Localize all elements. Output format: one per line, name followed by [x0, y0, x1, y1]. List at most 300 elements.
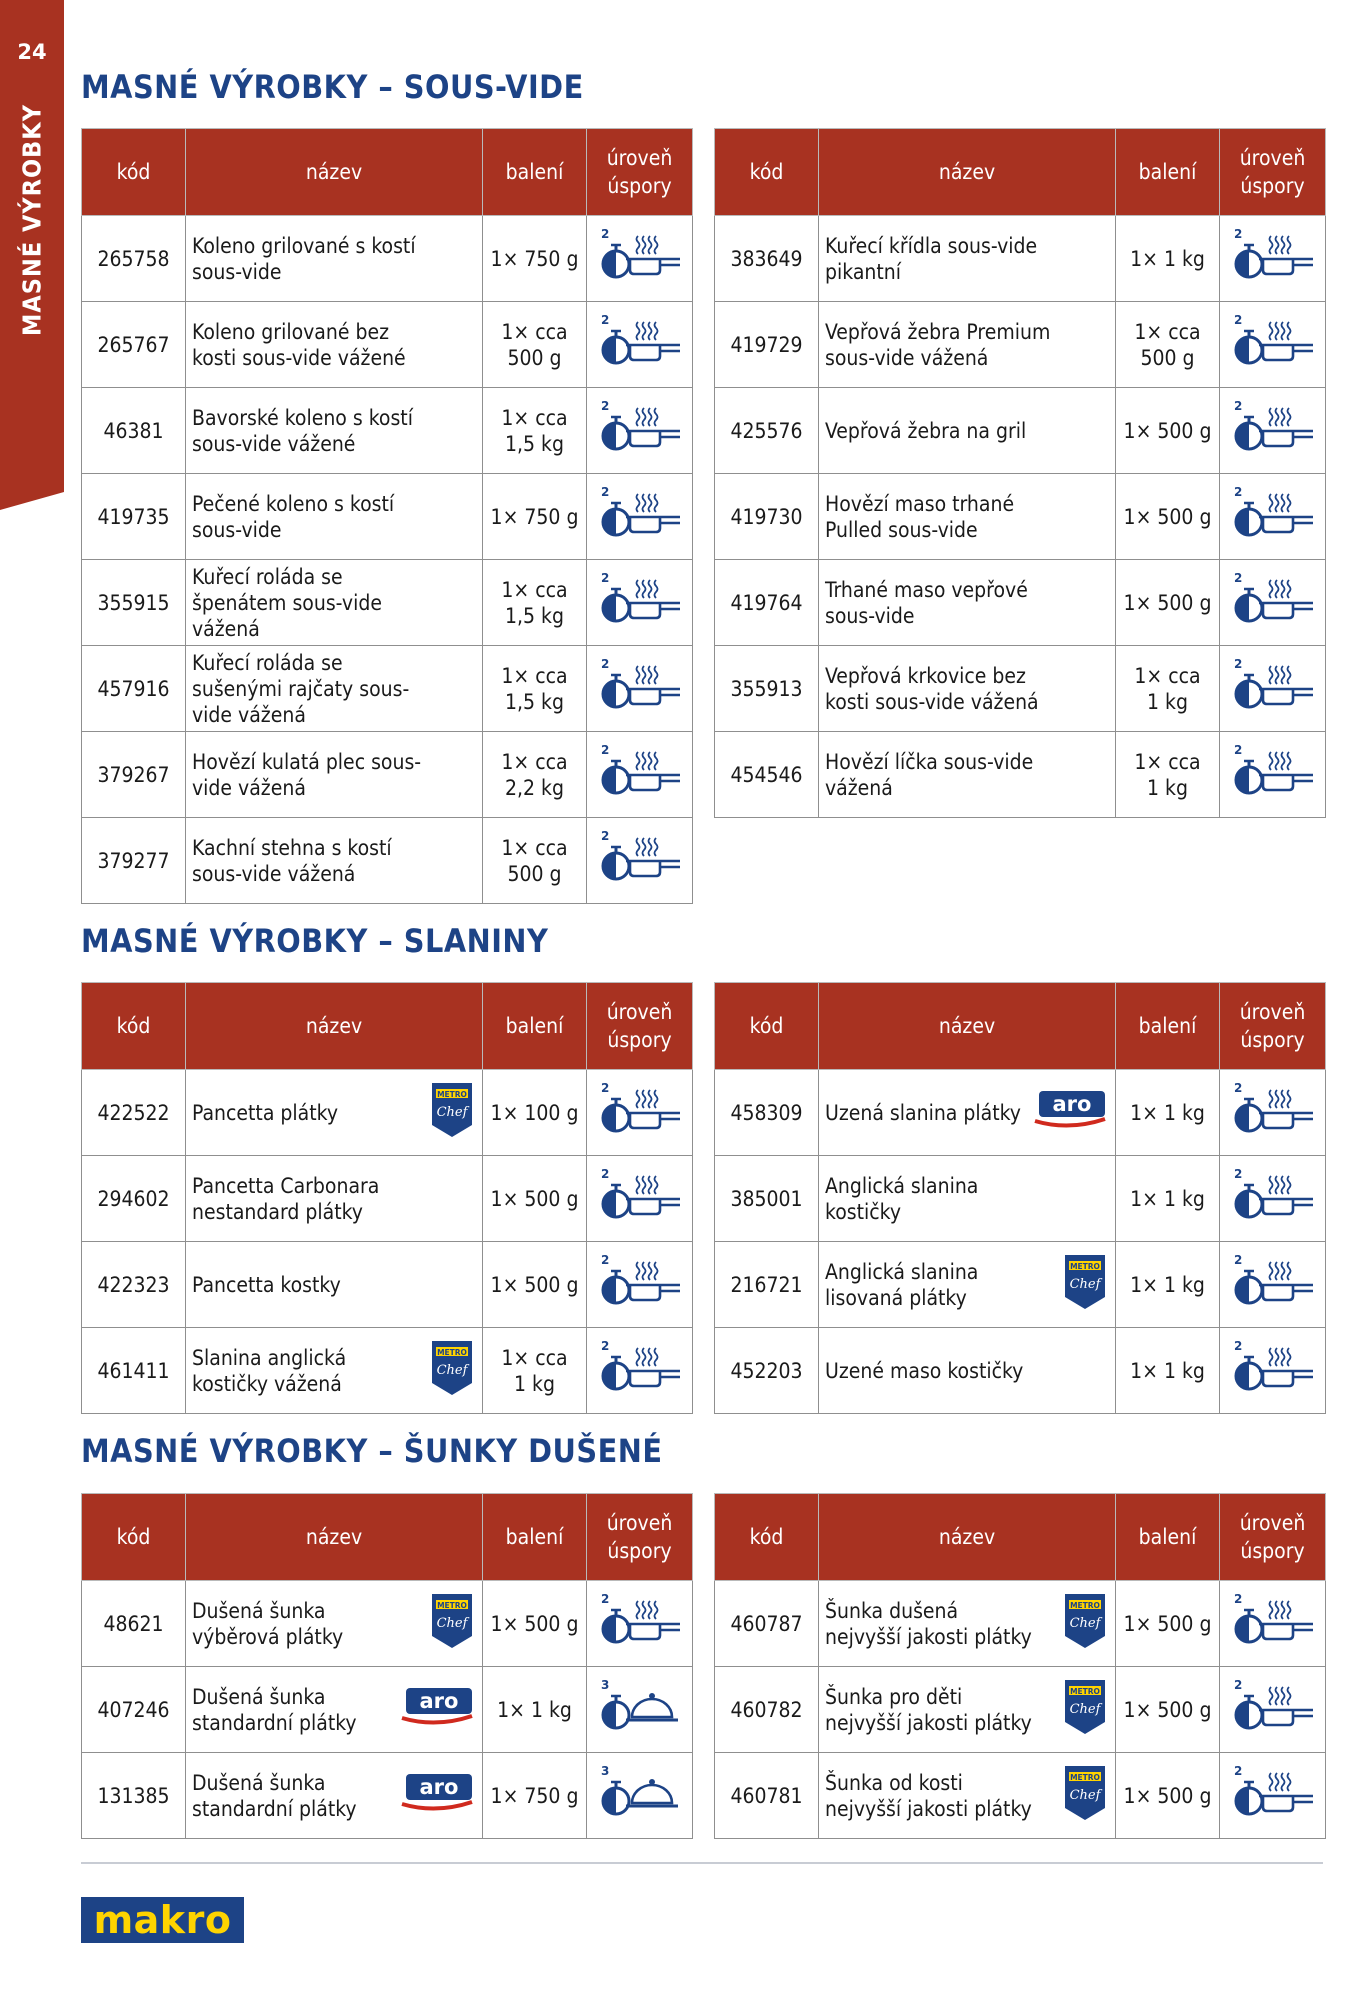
savings-level-cell: [587, 1070, 693, 1156]
chef-logo-text: Chef: [436, 1615, 468, 1631]
side-section-label: MASNÉ VÝROBKY: [17, 104, 47, 336]
product-name-cell: [186, 388, 483, 474]
savings-level-number: 2: [600, 484, 609, 499]
brand-badge: [400, 1688, 474, 1732]
savings-level-icon: [1231, 1080, 1315, 1140]
savings-level-number: 2: [1233, 1166, 1242, 1181]
header-name: název: [186, 1494, 483, 1581]
savings-level-number: 3: [600, 1677, 609, 1692]
product-row: [82, 818, 693, 904]
product-name: Hovězí kulatá plec sous-vide vážená: [192, 749, 422, 800]
header-name: název: [186, 983, 483, 1070]
header-name: název: [819, 129, 1116, 216]
product-name-cell: [186, 1242, 483, 1328]
savings-level-icon: [598, 398, 682, 458]
aro-brand-logo: [1033, 1091, 1107, 1129]
savings-level-number: 2: [600, 398, 609, 413]
savings-level-number: 2: [1233, 312, 1242, 327]
product-packaging: 1× 1 kg: [1116, 216, 1220, 302]
product-code: 265758: [82, 216, 186, 302]
savings-level-cell: [1220, 1242, 1326, 1328]
product-name-cell: [819, 1667, 1116, 1753]
savings-level-number: 2: [600, 828, 609, 843]
product-name-cell: [186, 1328, 483, 1414]
savings-level-cell: [587, 560, 693, 646]
table-header-row: [82, 983, 693, 1070]
product-name: Šunka dušená nejvyšší jakosti plátky: [825, 1598, 1032, 1649]
footer-divider: [81, 1862, 1323, 1864]
product-name: Vepřová krkovice bez kosti sous-vide vážená: [825, 663, 1039, 714]
savings-level-cell: [1220, 732, 1326, 818]
savings-level-number: 2: [1233, 656, 1242, 671]
header-level: úroveň úspory: [587, 1494, 693, 1581]
product-name: Uzené maso kostičky: [825, 1358, 1024, 1383]
product-name-cell: [186, 1667, 483, 1753]
savings-level-cell: [1220, 1156, 1326, 1242]
product-row: [82, 1242, 693, 1328]
savings-level-icon: [598, 312, 682, 372]
product-row: [82, 1667, 693, 1753]
brand-badge: [1063, 1764, 1107, 1828]
metro-chef-brand-logo: [430, 1339, 474, 1397]
product-name-cell: [186, 302, 483, 388]
product-row: [715, 1242, 1326, 1328]
product-packaging: 1× 500 g: [1116, 1753, 1220, 1839]
product-name: Hovězí maso trhané Pulled sous-vide: [825, 491, 1015, 542]
product-packaging: 1× cca 1 kg: [483, 1328, 587, 1414]
header-level: úroveň úspory: [1220, 1494, 1326, 1581]
savings-level-cell: [587, 1328, 693, 1414]
savings-level-cell: [587, 732, 693, 818]
product-code: 131385: [82, 1753, 186, 1839]
header-level: úroveň úspory: [1220, 129, 1326, 216]
product-name: Vepřová žebra na gril: [825, 418, 1027, 443]
savings-level-number: 2: [1233, 1677, 1242, 1692]
savings-level-icon: [1231, 484, 1315, 544]
savings-level-number: 2: [600, 570, 609, 585]
savings-level-icon: [598, 828, 682, 888]
product-name-cell: [186, 818, 483, 904]
product-name-cell: [819, 388, 1116, 474]
savings-level-icon: [1231, 398, 1315, 458]
product-code: 425576: [715, 388, 819, 474]
product-name: Pancetta plátky: [192, 1100, 338, 1125]
product-name: Pancetta kostky: [192, 1272, 341, 1297]
table-slaniny-left: [81, 982, 693, 1414]
product-name-cell: [186, 1156, 483, 1242]
metro-chef-brand-logo: [1063, 1764, 1107, 1822]
product-row: [715, 1581, 1326, 1667]
savings-level-cell: [587, 818, 693, 904]
product-packaging: 1× cca 2,2 kg: [483, 732, 587, 818]
savings-level-icon: [1231, 1763, 1315, 1823]
savings-level-cell: [1220, 1667, 1326, 1753]
product-row: [715, 646, 1326, 732]
savings-level-cell: [1220, 1581, 1326, 1667]
savings-level-number: 2: [600, 656, 609, 671]
savings-level-cell: [1220, 1753, 1326, 1839]
brand-badge: [1033, 1091, 1107, 1135]
brand-badge: [1063, 1592, 1107, 1656]
product-code: 452203: [715, 1328, 819, 1414]
product-name: Trhané maso vepřové sous-vide: [825, 577, 1028, 628]
savings-level-cell: [587, 302, 693, 388]
chef-logo-text: Chef: [436, 1104, 468, 1120]
savings-level-number: 2: [600, 312, 609, 327]
product-name: Pancetta Carbonara nestandard plátky: [192, 1173, 380, 1224]
metro-chef-brand-logo: [1063, 1253, 1107, 1311]
product-name: Kuřecí roláda se sušenými rajčaty sous-vide vážená: [192, 650, 410, 727]
product-packaging: 1× 500 g: [1116, 388, 1220, 474]
savings-level-cell: [587, 1242, 693, 1328]
savings-level-cell: [587, 1667, 693, 1753]
savings-level-number: 2: [600, 1338, 609, 1353]
product-code: 461411: [82, 1328, 186, 1414]
savings-level-icon: [598, 1591, 682, 1651]
product-packaging: 1× 750 g: [483, 474, 587, 560]
savings-level-number: 2: [600, 226, 609, 241]
product-packaging: 1× 100 g: [483, 1070, 587, 1156]
product-code: 379277: [82, 818, 186, 904]
metro-logo-text: METRO: [437, 1089, 467, 1099]
savings-level-cell: [1220, 302, 1326, 388]
product-code: 458309: [715, 1070, 819, 1156]
product-name: Koleno grilované bez kosti sous-vide vážené: [192, 319, 406, 370]
product-packaging: 1× 1 kg: [483, 1667, 587, 1753]
product-packaging: 1× 500 g: [483, 1581, 587, 1667]
chef-logo-text: Chef: [1069, 1276, 1101, 1292]
product-row: [715, 1753, 1326, 1839]
product-code: 294602: [82, 1156, 186, 1242]
makro-logo-text: makro: [93, 1898, 232, 1942]
table-header-row: [715, 129, 1326, 216]
table-header-row: [715, 1494, 1326, 1581]
savings-level-cell: [587, 216, 693, 302]
product-code: 419730: [715, 474, 819, 560]
product-code: 457916: [82, 646, 186, 732]
savings-level-icon: [598, 1338, 682, 1398]
product-row: [82, 1753, 693, 1839]
product-name-cell: [819, 732, 1116, 818]
savings-level-cell: [587, 1156, 693, 1242]
savings-level-number: 2: [1233, 742, 1242, 757]
product-packaging: 1× cca 500 g: [1116, 302, 1220, 388]
savings-level-cell: [587, 388, 693, 474]
aro-brand-logo: [400, 1774, 474, 1812]
metro-logo-text: METRO: [437, 1600, 467, 1610]
product-row: [82, 302, 693, 388]
chef-logo-text: Chef: [436, 1362, 468, 1378]
product-code: 419764: [715, 560, 819, 646]
product-packaging: 1× cca 500 g: [483, 302, 587, 388]
savings-level-icon: [598, 484, 682, 544]
product-code: 383649: [715, 216, 819, 302]
product-row: [82, 560, 693, 646]
savings-level-number: 2: [1233, 1252, 1242, 1267]
product-row: [82, 1070, 693, 1156]
savings-level-icon: [598, 1763, 682, 1823]
savings-level-number: 2: [1233, 226, 1242, 241]
aro-logo-text: aro: [419, 1774, 459, 1799]
savings-level-cell: [1220, 1328, 1326, 1414]
product-name: Koleno grilované s kostí sous-vide: [192, 233, 416, 284]
table-header-row: [82, 1494, 693, 1581]
savings-level-icon: [1231, 570, 1315, 630]
header-pack: balení: [1116, 983, 1220, 1070]
product-name-cell: [819, 474, 1116, 560]
savings-level-icon: [1231, 1677, 1315, 1737]
product-row: [82, 1581, 693, 1667]
section-title-slaniny: MASNÉ VÝROBKY – SLANINY: [81, 922, 549, 960]
product-row: [82, 1156, 693, 1242]
brand-badge: [400, 1774, 474, 1818]
product-name: Šunka pro děti nejvyšší jakosti plátky: [825, 1684, 1032, 1735]
product-name: Šunka od kosti nejvyšší jakosti plátky: [825, 1770, 1032, 1821]
savings-level-number: 2: [600, 1166, 609, 1181]
savings-level-cell: [1220, 560, 1326, 646]
header-name: název: [819, 1494, 1116, 1581]
savings-level-icon: [1231, 312, 1315, 372]
savings-level-icon: [598, 1252, 682, 1312]
table-header-row: [82, 129, 693, 216]
section-title-sous-vide: MASNÉ VÝROBKY – SOUS-VIDE: [81, 68, 584, 106]
product-row: [715, 1328, 1326, 1414]
metro-chef-brand-logo: [430, 1081, 474, 1139]
product-code: 422522: [82, 1070, 186, 1156]
savings-level-icon: [598, 570, 682, 630]
savings-level-icon: [598, 1080, 682, 1140]
header-pack: balení: [1116, 129, 1220, 216]
brand-badge: [430, 1081, 474, 1145]
savings-level-cell: [1220, 474, 1326, 560]
brand-badge: [430, 1592, 474, 1656]
savings-level-number: 2: [600, 1591, 609, 1606]
product-packaging: 1× cca 1,5 kg: [483, 560, 587, 646]
chef-logo-text: Chef: [1069, 1787, 1101, 1803]
table-slaniny-right: [714, 982, 1326, 1414]
product-name-cell: [186, 1070, 483, 1156]
product-name: Anglická slanina lisovaná plátky: [825, 1259, 979, 1310]
table-header-row: [715, 983, 1326, 1070]
header-pack: balení: [483, 1494, 587, 1581]
product-code: 385001: [715, 1156, 819, 1242]
product-code: 460781: [715, 1753, 819, 1839]
product-row: [715, 732, 1326, 818]
product-name: Vepřová žebra Premium sous-vide vážená: [825, 319, 1051, 370]
savings-level-number: 2: [600, 1252, 609, 1267]
savings-level-cell: [587, 646, 693, 732]
metro-logo-text: METRO: [1070, 1600, 1100, 1610]
metro-logo-text: METRO: [1070, 1261, 1100, 1271]
product-packaging: 1× 1 kg: [1116, 1070, 1220, 1156]
header-pack: balení: [483, 983, 587, 1070]
savings-level-cell: [587, 1581, 693, 1667]
savings-level-cell: [587, 474, 693, 560]
product-row: [82, 1328, 693, 1414]
product-name: Kuřecí křídla sous-vide pikantní: [825, 233, 1038, 284]
header-level: úroveň úspory: [587, 129, 693, 216]
savings-level-number: 2: [600, 1080, 609, 1095]
header-name: název: [819, 983, 1116, 1070]
product-name-cell: [186, 646, 483, 732]
savings-level-cell: [1220, 646, 1326, 732]
product-code: 419735: [82, 474, 186, 560]
product-packaging: 1× 500 g: [1116, 474, 1220, 560]
savings-level-number: 2: [1233, 1591, 1242, 1606]
product-row: [715, 1667, 1326, 1753]
aro-logo-text: aro: [1052, 1091, 1092, 1116]
savings-level-cell: [1220, 216, 1326, 302]
product-code: 355915: [82, 560, 186, 646]
savings-level-number: 2: [1233, 398, 1242, 413]
product-packaging: 1× 500 g: [1116, 560, 1220, 646]
header-level: úroveň úspory: [587, 983, 693, 1070]
savings-level-icon: [1231, 226, 1315, 286]
aro-logo-text: aro: [419, 1688, 459, 1713]
product-name: Kachní stehna s kostí sous-vide vážená: [192, 835, 392, 886]
savings-level-number: 2: [1233, 484, 1242, 499]
product-name: Kuřecí roláda se špenátem sous-vide vážená: [192, 564, 382, 641]
product-name-cell: [819, 646, 1116, 732]
product-name: Uzená slanina plátky: [825, 1100, 1021, 1125]
product-packaging: 1× cca 500 g: [483, 818, 587, 904]
product-code: 454546: [715, 732, 819, 818]
table-sous-vide-left: [81, 128, 693, 904]
product-row: [82, 646, 693, 732]
product-name-cell: [819, 1242, 1116, 1328]
savings-level-number: 2: [1233, 570, 1242, 585]
header-code: kód: [715, 129, 819, 216]
savings-level-icon: [1231, 1252, 1315, 1312]
metro-logo-text: METRO: [1070, 1686, 1100, 1696]
metro-chef-brand-logo: [1063, 1678, 1107, 1736]
chef-logo-text: Chef: [1069, 1615, 1101, 1631]
header-code: kód: [82, 1494, 186, 1581]
product-name: Hovězí líčka sous-vide vážená: [825, 749, 1034, 800]
brand-badge: [430, 1339, 474, 1403]
table-sunky-left: [81, 1493, 693, 1839]
table-sunky-right: [714, 1493, 1326, 1839]
product-row: [82, 732, 693, 818]
table-sous-vide-right: [714, 128, 1326, 818]
header-code: kód: [82, 129, 186, 216]
product-packaging: 1× 1 kg: [1116, 1242, 1220, 1328]
savings-level-cell: [1220, 388, 1326, 474]
product-packaging: 1× cca 1 kg: [1116, 646, 1220, 732]
product-code: 265767: [82, 302, 186, 388]
product-code: 216721: [715, 1242, 819, 1328]
header-code: kód: [715, 983, 819, 1070]
product-packaging: 1× cca 1,5 kg: [483, 388, 587, 474]
product-row: [82, 474, 693, 560]
product-packaging: 1× 500 g: [1116, 1581, 1220, 1667]
savings-level-cell: [587, 1753, 693, 1839]
product-name: Dušená šunka výběrová plátky: [192, 1598, 344, 1649]
savings-level-icon: [598, 656, 682, 716]
product-name: Bavorské koleno s kostí sous-vide vážené: [192, 405, 413, 456]
savings-level-icon: [1231, 1338, 1315, 1398]
product-name-cell: [819, 1581, 1116, 1667]
product-packaging: 1× 750 g: [483, 216, 587, 302]
product-name: Dušená šunka standardní plátky: [192, 1684, 357, 1735]
product-row: [82, 216, 693, 302]
product-name-cell: [186, 1753, 483, 1839]
savings-level-number: 3: [600, 1763, 609, 1778]
product-row: [715, 560, 1326, 646]
savings-level-icon: [598, 1677, 682, 1737]
metro-logo-text: METRO: [437, 1347, 467, 1357]
savings-level-icon: [598, 1166, 682, 1226]
savings-level-icon: [1231, 656, 1315, 716]
product-name-cell: [819, 1328, 1116, 1414]
product-packaging: 1× 500 g: [483, 1156, 587, 1242]
product-name-cell: [819, 302, 1116, 388]
product-name: Anglická slanina kostičky: [825, 1173, 979, 1224]
header-code: kód: [715, 1494, 819, 1581]
savings-level-icon: [598, 742, 682, 802]
chef-logo-text: Chef: [1069, 1701, 1101, 1717]
product-name-cell: [819, 1156, 1116, 1242]
product-name-cell: [819, 560, 1116, 646]
product-name: Pečené koleno s kostí sous-vide: [192, 491, 395, 542]
header-pack: balení: [1116, 1494, 1220, 1581]
product-code: 460782: [715, 1667, 819, 1753]
product-code: 48621: [82, 1581, 186, 1667]
product-row: [715, 216, 1326, 302]
product-code: 46381: [82, 388, 186, 474]
product-packaging: 1× cca 1 kg: [1116, 732, 1220, 818]
brand-badge: [1063, 1678, 1107, 1742]
makro-logo: [81, 1897, 244, 1943]
savings-level-number: 2: [1233, 1338, 1242, 1353]
savings-level-icon: [598, 226, 682, 286]
product-name-cell: [819, 216, 1116, 302]
product-code: 422323: [82, 1242, 186, 1328]
product-packaging: 1× 1 kg: [1116, 1328, 1220, 1414]
product-name-cell: [819, 1070, 1116, 1156]
product-packaging: 1× 500 g: [1116, 1667, 1220, 1753]
product-packaging: 1× 1 kg: [1116, 1156, 1220, 1242]
product-name-cell: [186, 732, 483, 818]
product-row: [715, 1156, 1326, 1242]
header-name: název: [186, 129, 483, 216]
savings-level-icon: [1231, 742, 1315, 802]
page-number: 24: [17, 40, 47, 64]
product-name-cell: [186, 216, 483, 302]
product-code: 419729: [715, 302, 819, 388]
product-row: [715, 1070, 1326, 1156]
product-row: [715, 388, 1326, 474]
product-row: [82, 388, 693, 474]
savings-level-number: 2: [600, 742, 609, 757]
product-name-cell: [186, 474, 483, 560]
section-title-sunky-dusene: MASNÉ VÝROBKY – ŠUNKY DUŠENÉ: [81, 1432, 663, 1470]
metro-chef-brand-logo: [1063, 1592, 1107, 1650]
product-packaging: 1× 750 g: [483, 1753, 587, 1839]
product-packaging: 1× 500 g: [483, 1242, 587, 1328]
product-row: [715, 474, 1326, 560]
product-name: Dušená šunka standardní plátky: [192, 1770, 357, 1821]
product-name: Slanina anglická kostičky vážená: [192, 1345, 347, 1396]
product-code: 379267: [82, 732, 186, 818]
product-code: 355913: [715, 646, 819, 732]
header-level: úroveň úspory: [1220, 983, 1326, 1070]
product-packaging: 1× cca 1,5 kg: [483, 646, 587, 732]
header-code: kód: [82, 983, 186, 1070]
savings-level-icon: [1231, 1591, 1315, 1651]
savings-level-number: 2: [1233, 1763, 1242, 1778]
product-name-cell: [186, 560, 483, 646]
